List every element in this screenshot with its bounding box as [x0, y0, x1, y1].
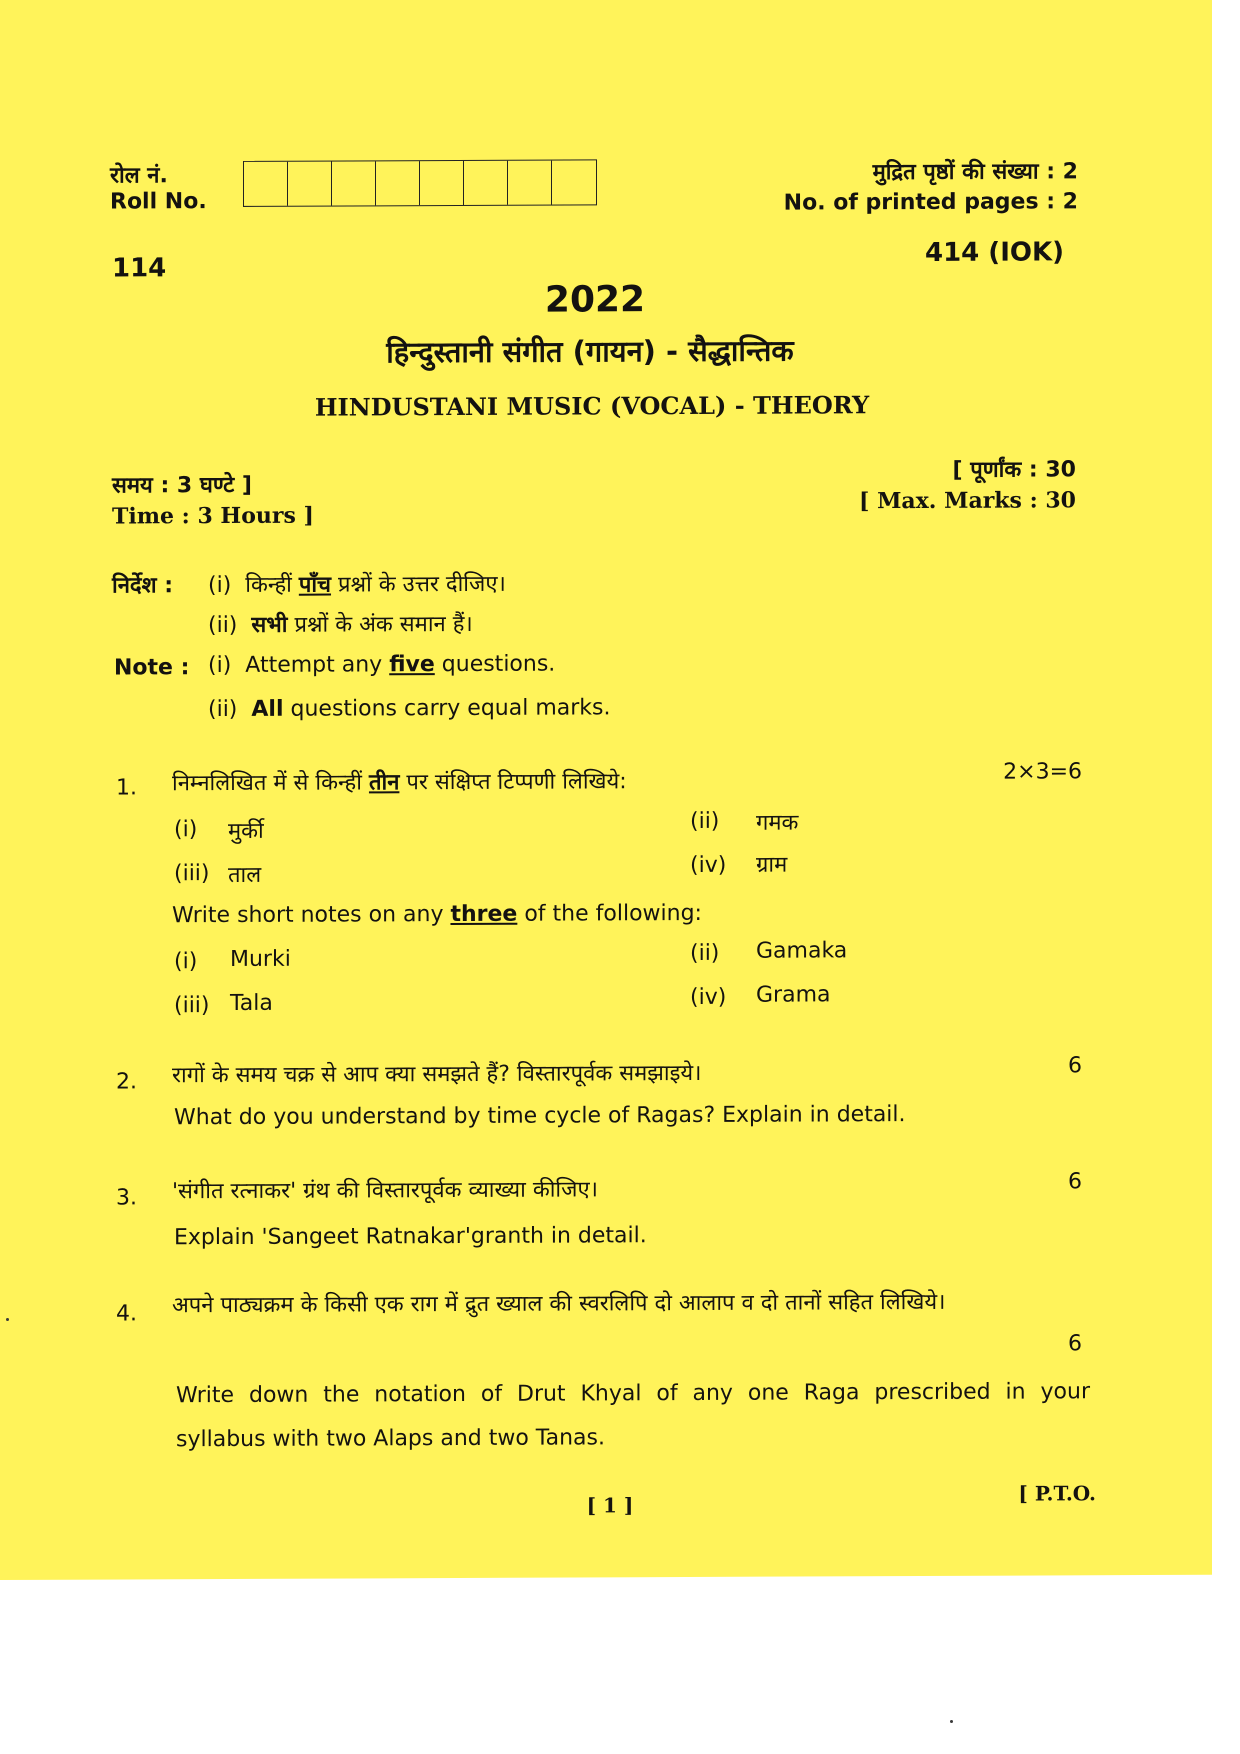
question-3-english: Explain 'Sangeet Ratnakar'granth in detail. — [174, 1223, 647, 1251]
roll-box-cell — [332, 161, 376, 205]
q1-english-option: Gamaka — [756, 938, 848, 964]
instruction-number: (i) — [208, 652, 232, 679]
q1-english-option-number: (i) — [174, 949, 198, 975]
exam-year: 2022 — [544, 279, 646, 321]
roll-box-cell — [244, 162, 288, 206]
please-turn-over: [ P.T.O. — [1018, 1481, 1096, 1506]
question-text: of the following: — [524, 900, 702, 927]
instruction-text: प्रश्नों के उत्तर दीजिए। — [338, 571, 506, 598]
q1-english-option: Grama — [756, 982, 831, 1008]
question-2-marks: 6 — [1068, 1053, 1082, 1079]
printed-pages-hindi: मुद्रित पृष्ठों की संख्या : 2 — [872, 159, 1078, 186]
instruction-1-hindi — [208, 568, 506, 599]
subject-code-left: 114 — [112, 253, 167, 284]
instruction-text: Attempt any — [245, 652, 383, 678]
q1-hindi-option: गमक — [756, 810, 799, 836]
question-emphasis: तीन — [368, 770, 400, 796]
instruction-number: (i) — [208, 572, 232, 599]
roll-box-cell — [552, 160, 596, 204]
instructions-label-hindi: निर्देश : — [112, 573, 174, 599]
roll-box-cell — [420, 161, 464, 205]
instruction-emphasis: पाँच — [298, 572, 332, 598]
instruction-number: (ii) — [208, 696, 238, 723]
instruction-2-hindi — [208, 608, 473, 639]
roll-number-boxes — [243, 159, 597, 207]
q1-english-option: Murki — [230, 946, 291, 972]
question-3-marks: 6 — [1068, 1169, 1082, 1195]
time-english: Time : 3 Hours ] — [112, 502, 314, 530]
instruction-2-english — [208, 695, 610, 722]
question-1-marks: 2×3=6 — [1003, 759, 1082, 785]
question-2-hindi: रागों के समय चक्र से आप क्या समझते हैं? विस्तारपूर्वक समझाइये। — [172, 1060, 702, 1089]
question-text: पर संक्षिप्त टिप्पणी लिखिये: — [406, 769, 627, 796]
question-emphasis: three — [450, 901, 518, 928]
instruction-number: (ii) — [208, 612, 238, 639]
note-label-english: Note : — [114, 655, 190, 681]
question-1-english — [172, 901, 702, 928]
max-marks-hindi: [ पूर्णांक : 30 — [952, 457, 1076, 483]
instruction-text: प्रश्नों के अंक समान हैं। — [294, 611, 473, 638]
scan-speck — [950, 1720, 953, 1723]
question-1-hindi — [172, 765, 627, 797]
question-3-number: 3. — [116, 1185, 137, 1211]
instruction-text: questions. — [441, 651, 556, 678]
q1-english-option-number: (iv) — [690, 984, 727, 1010]
q1-english-option: Tala — [230, 990, 273, 1016]
question-3-hindi: 'संगीत रत्नाकर' ग्रंथ की विस्तारपूर्वक व्याख्या कीजिए। — [172, 1177, 598, 1205]
question-4-english-line-2: syllabus with two Alaps and two Tanas. — [176, 1425, 605, 1453]
q1-hindi-option-number: (iii) — [174, 861, 210, 887]
page-number: [ 1 ] — [586, 1493, 634, 1518]
question-4-marks: 6 — [1068, 1331, 1082, 1357]
scan-speck — [6, 1318, 9, 1321]
instruction-emphasis: All — [251, 696, 284, 722]
title-hindi: हिन्दुस्तानी संगीत (गायन) - सैद्धान्तिक — [386, 333, 794, 370]
time-hindi: समय : 3 घण्टे ] — [112, 472, 252, 499]
q1-english-option-number: (iii) — [174, 993, 210, 1019]
instruction-text: questions carry equal marks. — [290, 695, 611, 722]
question-4-hindi: अपने पाठ्यक्रम के किसी एक राग में द्रुत ख्याल की स्वरलिपि दो आलाप व दो तानों सहित लिखिये। — [172, 1289, 946, 1319]
instruction-emphasis: five — [389, 652, 435, 678]
q1-hindi-option-number: (iv) — [690, 852, 727, 878]
q1-english-option-number: (ii) — [690, 940, 720, 966]
instruction-1-english — [208, 652, 555, 679]
max-marks-english: [ Max. Marks : 30 — [859, 487, 1076, 515]
question-4-number: 4. — [116, 1301, 137, 1327]
roll-box-cell — [376, 161, 420, 205]
roll-box-cell — [508, 161, 552, 205]
q1-hindi-option-number: (ii) — [690, 808, 720, 834]
q1-hindi-option: मुर्की — [228, 818, 264, 845]
instruction-text: किन्हीं — [245, 572, 292, 598]
q1-hindi-option: ग्राम — [756, 852, 788, 878]
instruction-emphasis: सभी — [251, 612, 288, 638]
roll-box-cell — [288, 162, 332, 206]
roll-label-hindi: रोल नं. — [110, 163, 168, 189]
question-text: निम्नलिखित में से किन्हीं — [172, 770, 362, 797]
question-1-number: 1. — [116, 775, 137, 801]
question-2-english: What do you understand by time cycle of Ragas? Explain in detail. — [174, 1102, 906, 1131]
roll-box-cell — [464, 161, 508, 205]
title-english: HINDUSTANI MUSIC (VOCAL) - THEORY — [314, 390, 870, 422]
q1-hindi-option-number: (i) — [174, 817, 198, 843]
question-text: Write short notes on any — [172, 902, 444, 929]
roll-label-english: Roll No. — [110, 189, 207, 215]
question-2-number: 2. — [116, 1069, 137, 1095]
subject-code-right: 414 (IOK) — [924, 237, 1064, 268]
printed-pages-english: No. of printed pages : 2 — [783, 189, 1078, 216]
q1-hindi-option: ताल — [228, 862, 262, 889]
question-4-english-line-1: Write down the notation of Drut Khyal of any one Raga prescribed in your — [176, 1379, 1090, 1409]
